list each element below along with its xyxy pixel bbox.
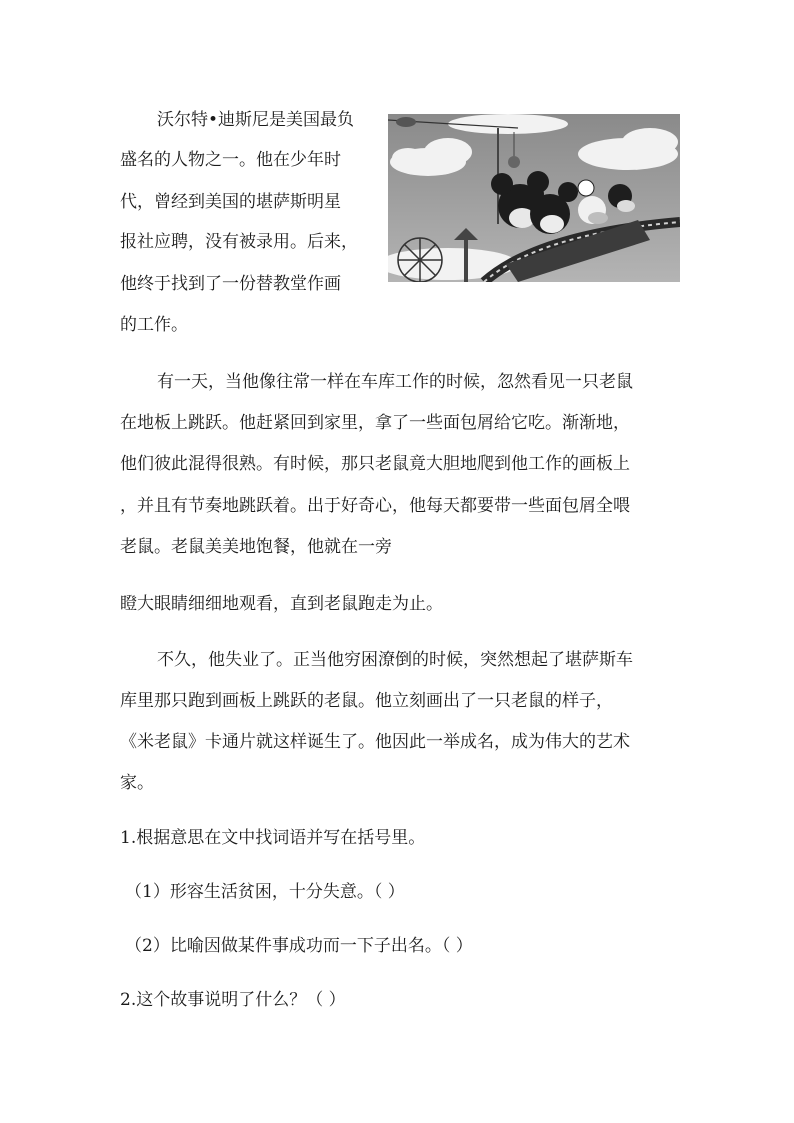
- passage-p1-line-4: 报社应聘，没有被录用。后来，: [120, 232, 358, 252]
- passage-p1-line-6: 的工作。: [120, 315, 188, 335]
- question-1-2: （2）比喻因做某件事成功而一下子出名。（ ）: [125, 936, 473, 956]
- question-2: 2.这个故事说明了什么？（ ）: [120, 990, 346, 1010]
- passage-p2-line-2: 在地板上跳跃。他赶紧回到家里，拿了一些面包屑给它吃。渐渐地，: [120, 413, 630, 433]
- mickey-mouse-roller-coaster-illustration-icon: [388, 114, 680, 282]
- passage-p2-line-3: 他们彼此混得很熟。有时候，那只老鼠竟大胆地爬到他工作的画板上: [120, 454, 630, 474]
- question-1: 1.根据意思在文中找词语并写在括号里。: [120, 828, 426, 848]
- passage-p2-line-4: ，并且有节奏地跳跃着。出于好奇心，他每天都要带一些面包屑全喂: [120, 496, 630, 516]
- passage-p3-line-1: 不久，他失业了。正当他穷困潦倒的时候，突然想起了堪萨斯车: [157, 650, 633, 670]
- passage-p2-line-1: 有一天，当他像往常一样在车库工作的时候，忽然看见一只老鼠: [157, 372, 633, 392]
- passage-p3-line-4: 家。: [120, 773, 154, 793]
- question-1-1: （1）形容生活贫困，十分失意。（ ）: [125, 882, 405, 902]
- passage-p1-line-5: 他终于找到了一份替教堂作画: [120, 274, 341, 294]
- passage-p1-line-3: 代，曾经到美国的堪萨斯明星: [120, 192, 341, 212]
- passage-p1-line-2: 盛名的人物之一。他在少年时: [120, 150, 341, 170]
- passage-p3-line-2: 库里那只跑到画板上跳跃的老鼠。他立刻画出了一只老鼠的样子，: [120, 691, 613, 711]
- passage-p3-line-3: 《米老鼠》卡通片就这样诞生了。他因此一举成名，成为伟大的艺术: [120, 732, 630, 752]
- passage-p2-line-5: 老鼠。老鼠美美地饱餐，他就在一旁: [120, 537, 392, 557]
- passage-p2-line-6: 瞪大眼睛细细地观看，直到老鼠跑走为止。: [120, 594, 443, 614]
- passage-p1-line-1: 沃尔特•迪斯尼是美国最负: [157, 110, 355, 130]
